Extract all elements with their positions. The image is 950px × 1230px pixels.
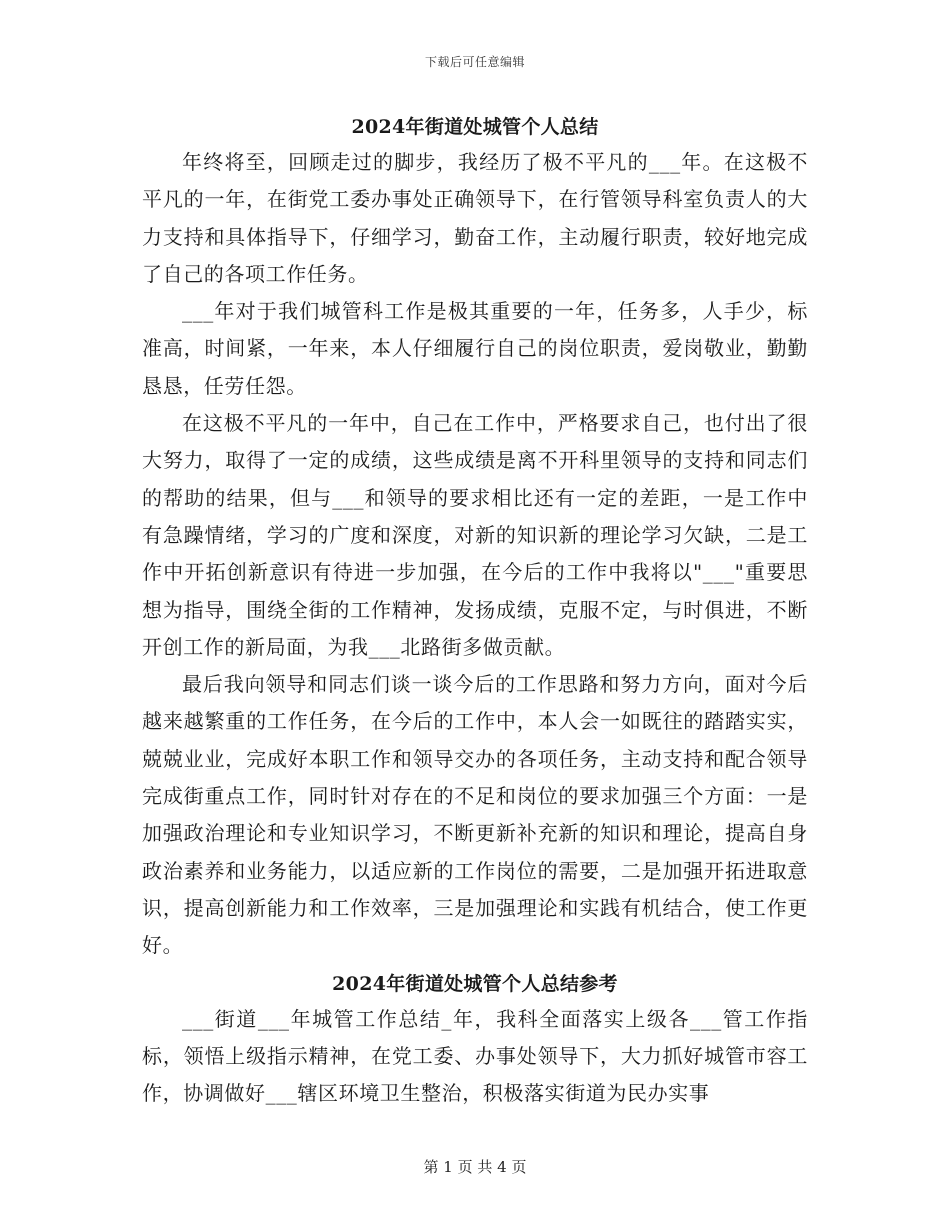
page-number: 第 1 页 共 4 页 (423, 1158, 527, 1176)
paragraph: 年终将至，回顾走过的脚步，我经历了极不平凡的___年。在这极不平凡的一年，在街党工委办事处正确领导下，在行管领导科室负责人的大力支持和具体指导下，仔细学习，勤奋工作，主动履行职责，较好地完成了自己的各项工作任务。 (142, 150, 808, 286)
paragraph: 在这极不平凡的一年中，自己在工作中，严格要求自己，也付出了很大努力，取得了一定的成绩，这些成绩是离不开科里领导的支持和同志们的帮助的结果，但与___和领导的要求相比还有一定的差距，一是工作中有急躁情绪，学习的广度和深度，对新的知识新的理论学习欠缺，二是工作中开拓创新意识有待进一步加强，在今后的工作中我将以"___"重要思想为指导，围绕全街的工作精神，发扬成绩，克服不定，与时俱进，不断开创工作的新局面，为我___北路街多做贡献。 (142, 411, 808, 659)
document-title: 2024年街道处城管个人总结 (351, 116, 599, 138)
paragraph: ___年对于我们城管科工作是极其重要的一年，任务多，人手少，标准高，时间紧，一年来，本人仔细履行自己的岗位职责，爱岗敬业，勤勤恳恳，任劳任怨。 (142, 299, 808, 398)
document-body (142, 112, 808, 1112)
page-header-note: 下载后可任意编辑 (424, 55, 525, 69)
paragraph: ___街道___年城管工作总结_年，我科全面落实上级各___管工作指标，领悟上级指示精神，在党工委、办事处领导下，大力抓好城管市容工作，协调做好___辖区环境卫生整治，积极落实街道为民办实事 (142, 1006, 808, 1106)
section-title: 2024年街道处城管个人总结参考 (332, 972, 618, 995)
paragraph: 最后我向领导和同志们谈一谈今后的工作思路和努力方向，面对今后越来越繁重的工作任务，在今后的工作中，本人会一如既往的踏踏实实，兢兢业业，完成好本职工作和领导交办的各项任务，主动支持和配合领导完成街重点工作，同时针对存在的不足和岗位的要求加强三个方面：一是加强政治理论和专业知识学习，不断更新补充新的知识和理论，提高自身政治素养和业务能力，以适应新的工作岗位的需要，二是加强开拓进取意识，提高创新能力和工作效率，三是加强理论和实践有机结合，使工作更好。 (142, 672, 808, 958)
